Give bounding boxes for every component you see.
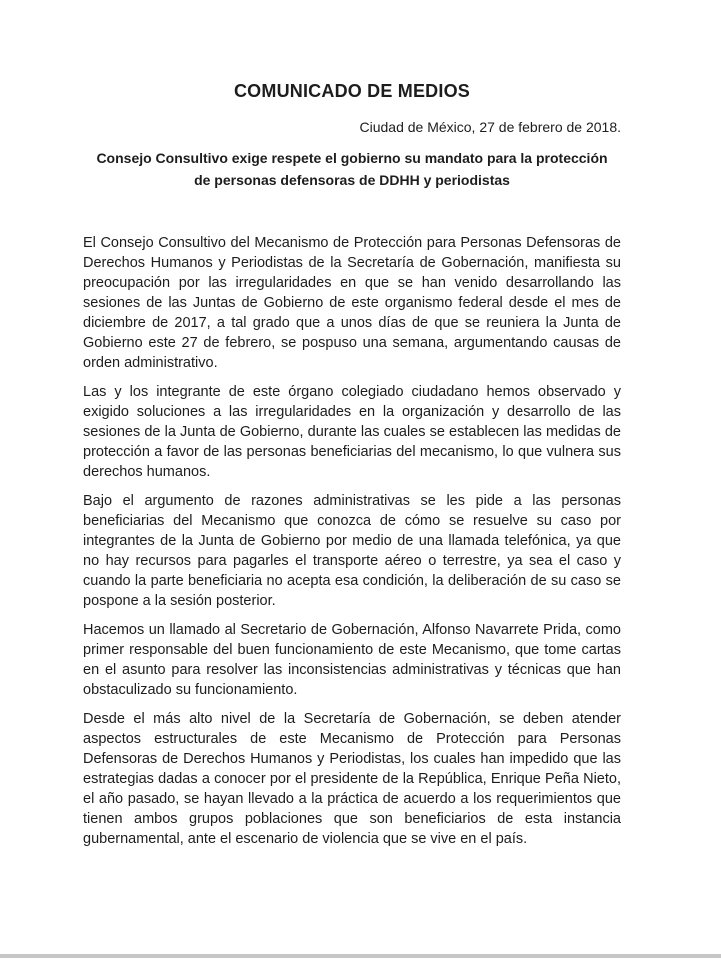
document-content xyxy=(83,0,621,849)
paragraph-5: Desde el más alto nivel de la Secretaría de Gobernación, se deben atender aspectos estructurales de este Mecanismo de Protección para Personas Defensoras de Derechos Humanos y Periodistas, los cuales han impedido que las estrategias dadas a conocer por el presidente de la República, Enrique Peña Nieto, el año pasado, se hayan llevado a la práctica de acuerdo a los requerimientos que tienen ambos grupos poblaciones que son beneficiarios de esta instancia gubernamental, ante el escenario de violencia que se vive en el país. xyxy=(83,711,621,847)
document-body xyxy=(83,233,621,849)
paragraph-4: Hacemos un llamado al Secretario de Gobernación, Alfonso Navarrete Prida, como primer responsable del buen funcionamiento de este Mecanismo, que tome cartas en el asunto para resolver las inconsistencias administrativas y técnicas que han obstaculizado su funcionamiento. xyxy=(83,622,621,698)
page-bottom-edge xyxy=(0,954,721,958)
headline-line-2: de personas defensoras de DDHH y periodistas xyxy=(194,172,510,188)
dateline: Ciudad de México, 27 de febrero de 2018. xyxy=(359,119,621,135)
headline xyxy=(83,147,621,191)
document-title: COMUNICADO DE MEDIOS xyxy=(233,81,470,101)
paragraph-3: Bajo el argumento de razones administrativas se les pide a las personas beneficiarias del Mecanismo que conozca de cómo se resuelve su caso por integrantes de la Junta de Gobierno por medio de una llamada telefónica, ya que no hay recursos para pagarles el transporte aéreo o terrestre, ya sea el caso y cuando la parte beneficiaria no acepta esa condición, la deliberación de su caso se pospone a la sesión posterior. xyxy=(83,493,621,609)
paragraph-1: El Consejo Consultivo del Mecanismo de Protección para Personas Defensoras de Derechos Humanos y Periodistas de la Secretaría de Gobernación, manifiesta su preocupación por las irregularidades en que se han venido desarrollando las sesiones de las Juntas de Gobierno de este organismo federal desde el mes de diciembre de 2017, a tal grado que a unos días de que se reuniera la Junta de Gobierno este 27 de febrero, se pospuso una semana, argumentando causas de orden administrativo. xyxy=(83,235,621,371)
paragraph-2: Las y los integrante de este órgano colegiado ciudadano hemos observado y exigido soluciones a las irregularidades en la organización y desarrollo de las sesiones de la Junta de Gobierno, durante las cuales se establecen las medidas de protección a favor de las personas beneficiarias del mecanismo, lo que vulnera sus derechos humanos. xyxy=(83,384,621,480)
headline-line-1: Consejo Consultivo exige respete el gobierno su mandato para la protección xyxy=(96,150,608,166)
